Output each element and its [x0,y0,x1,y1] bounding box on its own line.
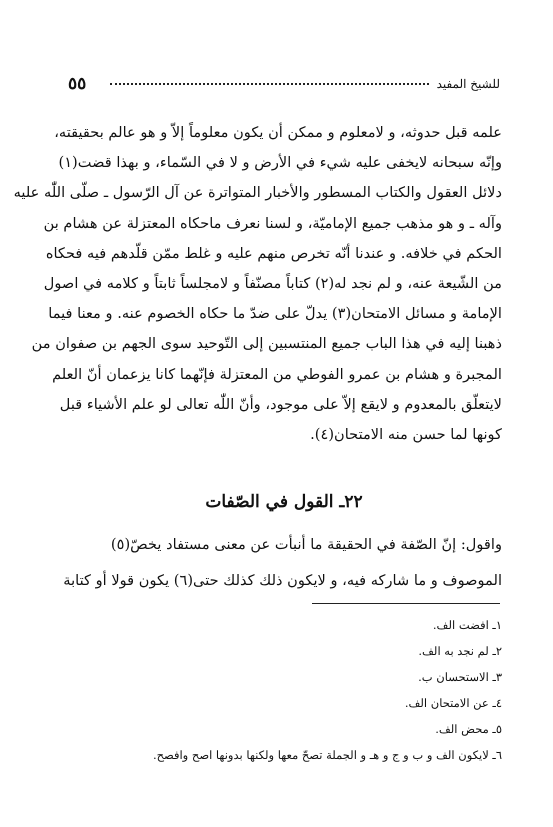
text-line: لايتعلّق بالمعدوم و لايقع إلاّ على موجود، وأنّ اللّٰه تعالى لو علم الأشياء قبل [59,395,502,413]
text-line: وإنّه سبحانه لايخفى عليه شيء في الأرض و لا في السّماء، و بهذا قضت(١) [58,154,502,172]
footnotes [66,612,502,768]
section-heading: ٢٢ـ القول في الصّفات [205,492,363,512]
footnote-item: ٤ـ عن الامتحان الف. [404,696,502,710]
text-line: واقول: إنّ الصّفة في الحقيقة ما أنبأت عن معنى مستفاد يخصّ(٥) [110,536,502,553]
page-number: ٥٥ [68,74,87,94]
text-line: من الشّيعة عنه، و لم نجد له(٢) كتاباً مصنّفاً و لامجلساً ثابتاً و كلامه في اصول [43,275,502,293]
text-line: وآله ـ و هو مذهب جميع الإماميّة، و لسنا نعرف ماحكاه المعتزلة عن هشام بن [43,214,502,232]
text-line: كونها لما حسن منه الامتحان(٤). [310,426,502,444]
running-head [68,73,500,95]
text-line: المجبرة و هشام بن عمرو الفوطي من المعتزلة فإنّهما كانا يزعمان أنّ العلم [52,365,502,383]
text-line: الموصوف و ما شاركه فيه، و لايكون ذلك كذلك حتى(٦) يكون قولا أو كتابة [63,572,502,589]
dotted-leader [110,83,429,85]
text-line: الإمامة و مسائل الامتحان(٣) يدلّ على ضدّ ما حكاه الخصوم عنه. و معنا فيما [48,305,502,323]
text-line: ذهبنا إليه في هذا الباب جميع المنتسبين إلى التّوحيد سوى الجهم بن صفوان من [31,335,502,353]
running-title: للشيخ المفيد [436,77,500,91]
text-line: دلائل العقول والكتاب المسطور والأخبار المتواترة عن آل الرّسول ـ صلّى اللّٰه عليه [13,184,502,202]
text-line: الحكم في خلافه. و عندنا أنّه تخرص منهم عليه و غلط ممّن قلّدهم فيه فحكاه [45,244,502,262]
footnote-item: ٢ـ لم نجد به الف. [418,644,502,658]
footnote-item: ٥ـ محض الف. [435,722,502,736]
main-paragraph [13,118,502,450]
section-paragraph [63,527,502,599]
footnote-item: ٦ـ لايكون الف و ب و ج و هـ و الجملة تصحّ معها ولكنها بدونها اصح وافصح. [152,748,502,762]
footnote-item: ٣ـ الاستحسان ب. [418,670,502,684]
footnote-divider [312,603,500,604]
footnote-item: ١ـ افضت الف. [432,618,502,632]
text-line: علمه قبل حدوثه، و لامعلوم و ممكن أن يكون معلوماً إلاّ و هو عالم بحقيقته، [54,124,502,141]
